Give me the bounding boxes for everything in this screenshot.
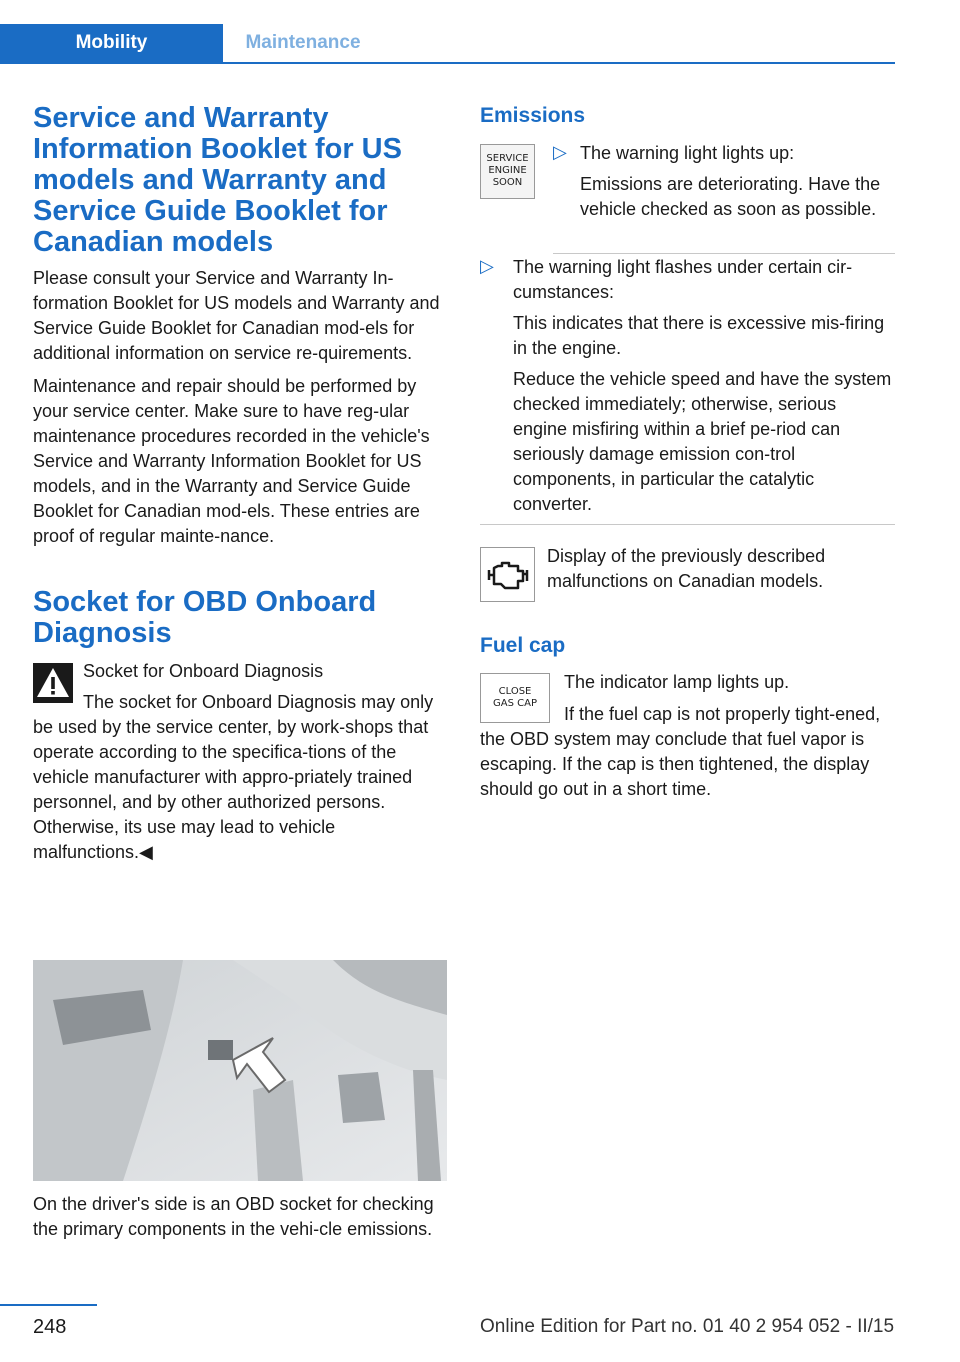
warning-triangle-icon bbox=[33, 663, 73, 703]
close-gas-cap-icon: CLOSE GAS CAP bbox=[480, 673, 550, 723]
right-column bbox=[480, 103, 895, 129]
divider-2 bbox=[480, 524, 895, 525]
service-engine-soon-icon: SERVICE ENGINE SOON bbox=[480, 144, 535, 199]
photo-caption: On the driver's side is an OBD socket for checking the primary components in the vehi-cle emissions. bbox=[33, 1194, 434, 1239]
tab-mobility[interactable]: Mobility bbox=[0, 24, 223, 62]
heading-fuel-cap: Fuel cap bbox=[480, 634, 566, 657]
item-flashes bbox=[513, 255, 895, 517]
engine-check-icon bbox=[480, 547, 535, 602]
page-number: 248 bbox=[33, 1316, 67, 1338]
item1-text: Emissions are deteriorating. Have the vehicle checked as soon as possible. bbox=[580, 174, 881, 219]
fuel-line1: The indicator lamp lights up. bbox=[564, 672, 790, 692]
warning-block bbox=[33, 659, 447, 865]
item2-text1: This indicates that there is excessive mis-firing in the engine. bbox=[513, 313, 885, 358]
heading-obd-socket: Socket for OBD Onboard Diagnosis bbox=[33, 586, 377, 649]
footer-edition: Online Edition for Part no. 01 40 2 954 052 - II/15 bbox=[480, 1316, 895, 1337]
item1-title: The warning light lights up: bbox=[580, 143, 795, 163]
item2-title: The warning light flashes under certain cir-cumstances: bbox=[513, 257, 853, 302]
footer-rule bbox=[0, 1304, 97, 1306]
tab-maintenance[interactable]: Maintenance bbox=[245, 32, 361, 53]
para-consult-booklet: Please consult your Service and Warranty In-formation Booklet for US models and Warranty and Service Guide Booklet for Canadian mod-els for additional information on service re-quirements. bbox=[33, 268, 440, 363]
heading-emissions: Emissions bbox=[480, 104, 586, 127]
header-tabs bbox=[0, 24, 895, 64]
obd-socket-photo bbox=[33, 960, 447, 1181]
para-maintenance: Maintenance and repair should be performed by your service center. Make sure to have reg-ular maintenance procedures recorded in the vehicle's Service and Warranty Information Booklet for US models, and in the Warranty and Service Guide Booklet for Canadian mod-els. These entries are proof of regular mainte-nance. bbox=[33, 376, 430, 546]
heading-service-warranty: Service and Warranty Information Booklet for US models and Warranty and Service Guide Booklet for Canadian models bbox=[33, 102, 402, 258]
divider-1 bbox=[553, 253, 895, 254]
left-column bbox=[33, 103, 447, 865]
item-lights-up bbox=[580, 141, 895, 222]
bullet-glyph: ▷ bbox=[553, 142, 567, 162]
warning-title: Socket for Onboard Diagnosis bbox=[83, 661, 324, 681]
warning-text: The socket for Onboard Diagnosis may only be used by the service center, by work-shops that operate according to the specifica-tions of the vehicle manufacturer with appro-priately trained personnel, and by other authorized persons. Otherwise, its use may lead to vehicle malfunctions.◀ bbox=[33, 692, 434, 862]
item2-text2: Reduce the vehicle speed and have the system checked immediately; otherwise, serious engine misfiring within a brief pe-riod can seriously damage emission con-trol components, in particular the catalytic converter. bbox=[513, 369, 892, 514]
fuel-text: If the fuel cap is not properly tight-ened, the OBD system may conclude that fuel vapor is escaping. If the cap is then tightened, the display should go out in a short time. bbox=[480, 704, 881, 799]
bullet-glyph: ▷ bbox=[480, 256, 494, 276]
canada-text: Display of the previously described malfunctions on Canadian models. bbox=[547, 546, 826, 591]
